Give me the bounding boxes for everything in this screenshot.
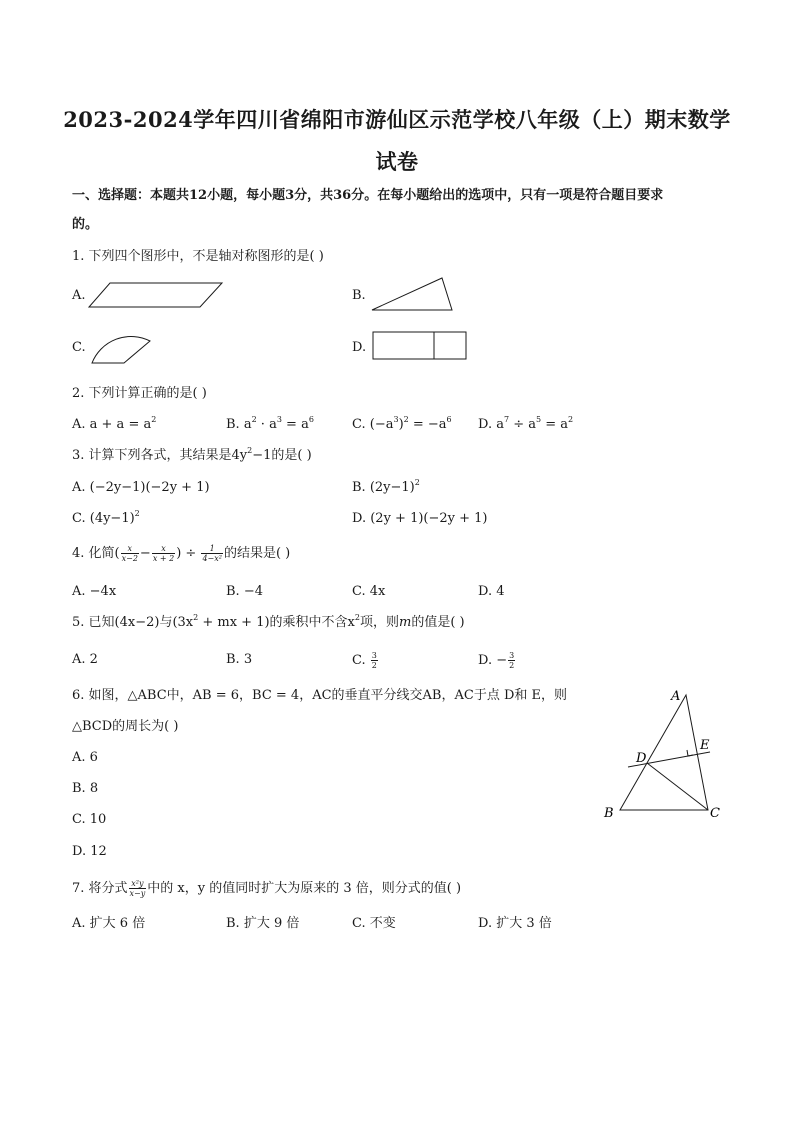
- q5-option-d-fraction: $\frac{3}{2}$: [509, 651, 515, 670]
- q4-stem: 4. 化简( $\frac{x}{x-2}$ − $\frac{x}{x + 2}$ ) ÷ $\frac{1}{\text{4−x²}}$ 的结果是( ): [72, 544, 291, 563]
- q6-option-c: C. 10: [72, 812, 107, 827]
- q4-fraction-3: $\frac{1}{\text{4−x²}}$: [202, 544, 222, 563]
- q1-parallelogram-figure: [88, 280, 224, 310]
- q4-option-b: B. −4: [226, 584, 263, 599]
- q7-option-c: C. 不变: [352, 916, 396, 931]
- q7-option-b: B. 扩大 9 倍: [226, 916, 300, 931]
- q6-option-b: B. 8: [72, 781, 99, 796]
- q6-option-a: A. 6: [72, 750, 98, 765]
- q6-stem-line1: 6. 如图，△ABC中，AB = 6，BC = 4，AC的垂直平分线交AB，AC于点 D和 E，则: [72, 688, 567, 703]
- q5-stem: 5. 已知(4x−2)与($3x^2$ + mx + 1)的乘积中不含$x^2$项，则m的值是( ): [72, 613, 465, 630]
- q2-option-c: C. $(-a^3)^2 = -a^6$: [352, 415, 452, 432]
- q3-option-c: C. $(4y-1)^2$: [72, 509, 140, 526]
- q2-stem: 2. 下列计算正确的是( ): [72, 386, 207, 401]
- q3-option-d: D. (2y + 1)(−2y + 1): [352, 511, 488, 526]
- q5-option-c-fraction: $\frac{3}{2}$: [371, 651, 377, 670]
- q5-option-a: A. 2: [72, 652, 98, 667]
- section-header-line2: 的。: [72, 217, 99, 232]
- exam-title-line1: 2023-2024学年四川省绵阳市游仙区示范学校八年级（上）期末数学: [63, 107, 731, 132]
- q6-label-a: A: [671, 689, 681, 704]
- q1-option-d-label: D.: [352, 340, 367, 355]
- q5-option-b: B. 3: [226, 652, 253, 667]
- q2-option-d: D. $a^7 \div a^5 = a^2$: [478, 415, 574, 432]
- q4-fraction-1: $\frac{x}{x-2}$: [121, 544, 138, 563]
- q2-option-b: B. $a^2 \cdot a^3 = a^6$: [226, 415, 314, 432]
- q3-stem: 3. 计算下列各式，其结果是$4y^2-1$的是( ): [72, 446, 312, 463]
- q7-stem: 7. 将分式 $\frac{\text{x²y}}{x-y}$ 中的 x，y 的值同时扩大为原来的 3 倍，则分式的值( ): [72, 879, 462, 898]
- q7-option-a: A. 扩大 6 倍: [72, 916, 146, 931]
- q6-label-e: E: [700, 738, 710, 753]
- q6-label-c: C: [710, 806, 720, 821]
- q1-rectangle-figure: [372, 331, 468, 361]
- q1-sector-figure: [88, 325, 154, 367]
- q6-triangle-figure: [595, 682, 730, 827]
- q1-triangle-figure: [370, 276, 456, 314]
- q4-option-a: A. −4x: [72, 584, 117, 599]
- q5-option-d: D. − $\frac{3}{2}$: [478, 651, 515, 670]
- q4-option-c: C. 4x: [352, 584, 386, 599]
- q1-option-a-label: A.: [72, 288, 86, 303]
- q6-option-d: D. 12: [72, 844, 107, 859]
- section-header-line1: 一、选择题：本题共12小题，每小题3分，共36分。在每小题给出的选项中，只有一项是符合题目要求: [72, 188, 664, 203]
- q7-option-d: D. 扩大 3 倍: [478, 916, 552, 931]
- q3-option-a: A. (−2y−1)(−2y + 1): [72, 480, 210, 495]
- q4-option-d: D. 4: [478, 584, 505, 599]
- q6-label-b: B: [604, 806, 614, 821]
- q7-fraction: $\frac{\text{x²y}}{x-y}$: [129, 879, 146, 898]
- q4-fraction-2: $\frac{x}{x + 2}$: [152, 544, 175, 563]
- q6-label-d: D: [636, 751, 647, 766]
- q1-stem: 1. 下列四个图形中，不是轴对称图形的是( ): [72, 249, 324, 264]
- q5-option-c: C. $\frac{3}{2}$: [352, 651, 377, 670]
- q3-option-b: B. $(2y-1)^2$: [352, 478, 420, 495]
- q6-stem-line2: △BCD的周长为( ): [72, 719, 179, 734]
- q1-option-c-label: C.: [72, 340, 86, 355]
- q2-option-a: A. $a + a = a^2$: [72, 415, 157, 432]
- q1-option-b-label: B.: [352, 288, 366, 303]
- exam-title-line2: 试卷: [375, 149, 419, 174]
